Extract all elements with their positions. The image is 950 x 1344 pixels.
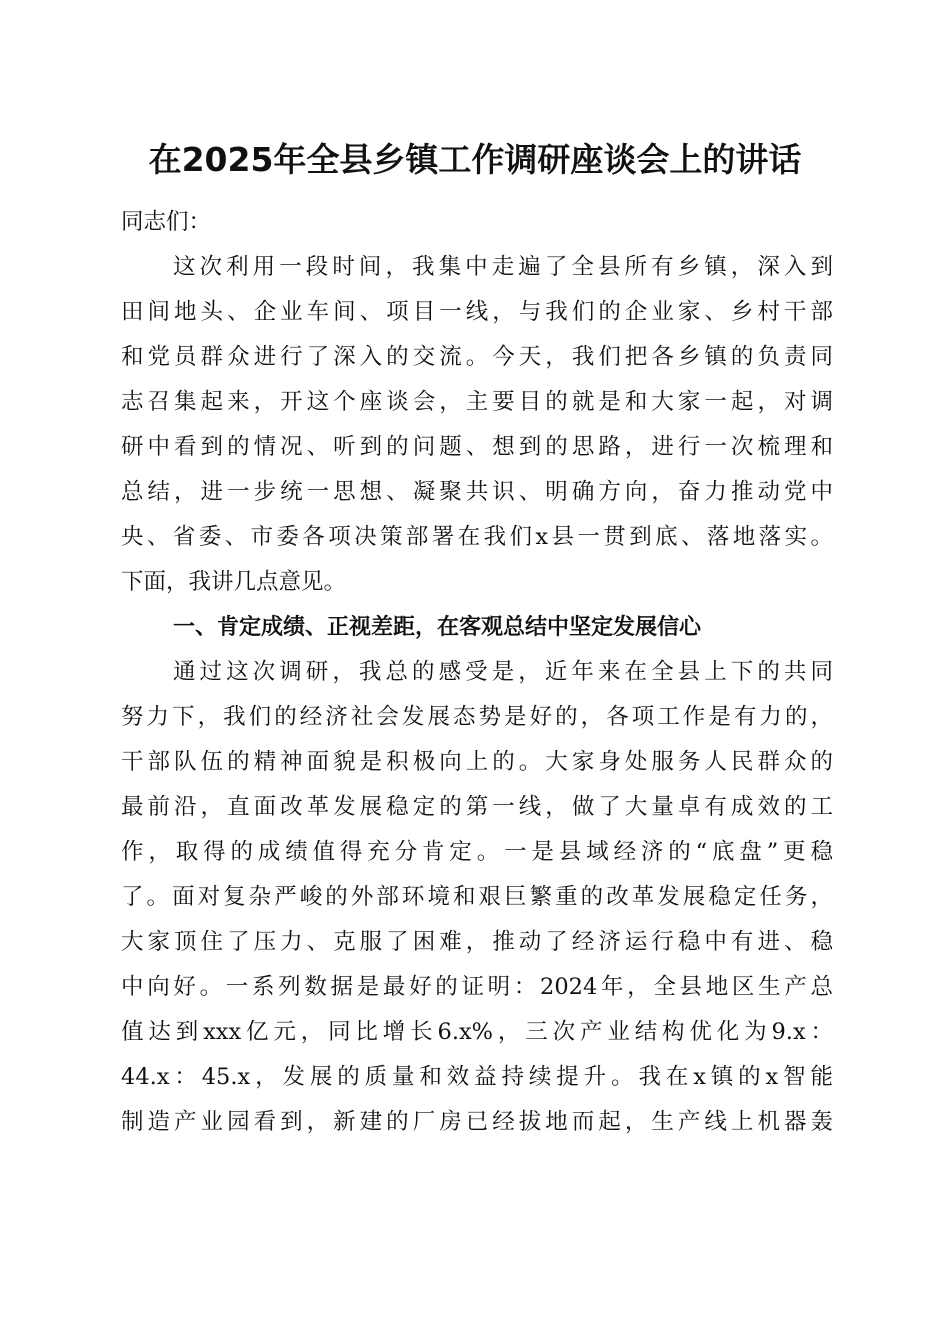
paragraph-line: 和党员群众进行了深入的交流。今天，我们把各乡镇的负责同	[121, 344, 833, 370]
paragraph-line: 总结，进一步统一思想、凝聚共识、明确方向，奋力推动党中	[121, 479, 833, 505]
paragraph-line: 这次利用一段时间，我集中走遍了全县所有乡镇，深入到	[173, 254, 833, 280]
salutation: 同志们：	[121, 209, 212, 235]
paragraph-line: 最前沿，直面改革发展稳定的第一线，做了大量卓有成效的工	[121, 794, 833, 820]
paragraph-line: 努力下，我们的经济社会发展态势是好的，各项工作是有力的，	[121, 704, 833, 730]
paragraph-line: 中向好。一系列数据是最好的证明：2024年，全县地区生产总	[121, 974, 833, 1000]
paragraph-line: 44.x：45.x，发展的质量和效益持续提升。我在x镇的x智能	[121, 1064, 833, 1090]
paragraph-line: 了。面对复杂严峻的外部环境和艰巨繁重的改革发展稳定任务，	[121, 884, 833, 910]
paragraph-line: 作，取得的成绩值得充分肯定。一是县域经济的“底盘”更稳	[121, 839, 833, 865]
paragraph-line: 通过这次调研，我总的感受是，近年来在全县上下的共同	[173, 659, 833, 685]
paragraph-line: 大家顶住了压力、克服了困难，推动了经济运行稳中有进、稳	[121, 929, 833, 955]
paragraph-line: 制造产业园看到，新建的厂房已经拔地而起，生产线上机器轰	[121, 1109, 833, 1135]
section-heading: 一、肯定成绩、正视差距，在客观总结中坚定发展信心	[173, 615, 702, 640]
document-title: 在2025年全县乡镇工作调研座谈会上的讲话	[148, 140, 802, 179]
document-body	[121, 200, 833, 1145]
paragraph-line: 央、省委、市委各项决策部署在我们x县一贯到底、落地落实。	[121, 524, 833, 550]
paragraph-line: 田间地头、企业车间、项目一线，与我们的企业家、乡村干部	[121, 299, 833, 325]
paragraph-line: 研中看到的情况、听到的问题、想到的思路，进行一次梳理和	[121, 434, 833, 460]
paragraph-line: 干部队伍的精神面貌是积极向上的。大家身处服务人民群众的	[121, 749, 833, 775]
paragraph-line: 志召集起来，开这个座谈会，主要目的就是和大家一起，对调	[121, 389, 833, 415]
paragraph-line: 值达到xxx亿元，同比增长6.x%，三次产业结构优化为9.x：	[121, 1019, 833, 1045]
paragraph-line: 下面，我讲几点意见。	[121, 569, 347, 595]
